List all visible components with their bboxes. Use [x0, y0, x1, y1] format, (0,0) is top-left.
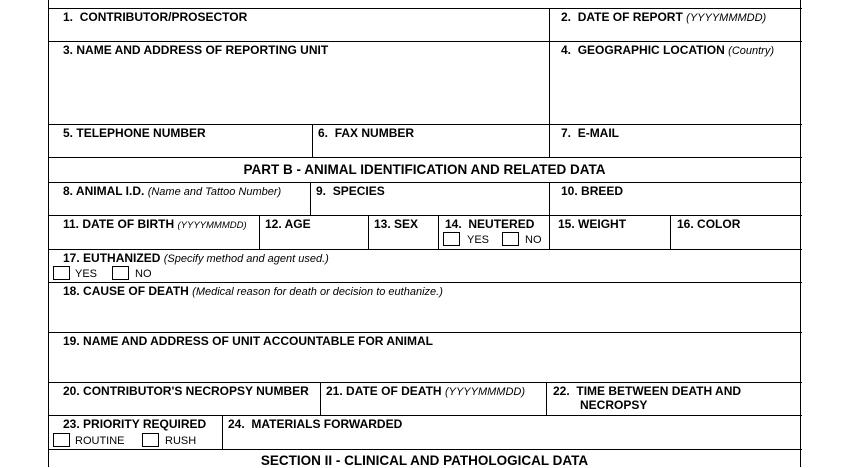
field-22-label: 22. TIME BETWEEN DEATH AND NECROPSY: [553, 384, 742, 412]
col-divider: [320, 382, 321, 415]
field-17-label: 17. EUTHANIZED (Specify method and agent used.): [63, 251, 329, 265]
field-10-label: 10. BREED: [561, 184, 624, 198]
field-11-label: 11. DATE OF BIRTH (YYYYMMMDD): [63, 217, 247, 231]
col-divider: [368, 215, 369, 249]
field-16-label: 16. COLOR: [677, 217, 741, 231]
euthanized-no-label: NO: [135, 268, 152, 280]
field-8-label: 8. ANIMAL I.D. (Name and Tattoo Number): [63, 184, 282, 198]
row-divider: [49, 41, 802, 42]
row-divider: [49, 215, 802, 216]
row-divider: [49, 8, 802, 9]
row-divider: [49, 449, 802, 450]
row-divider: [49, 382, 802, 383]
field-18-label: 18. CAUSE OF DEATH (Medical reason for death or decision to euthanize.): [63, 284, 443, 298]
euthanized-yes-label: YES: [75, 268, 98, 280]
neutered-no-label: NO: [525, 234, 542, 246]
field-2-label: 2. DATE OF REPORT (YYYYMMMDD): [561, 10, 767, 24]
field-9-label: 9. SPECIES: [316, 184, 385, 198]
row-divider: [49, 415, 802, 416]
field-20-label: 20. CONTRIBUTOR'S NECROPSY NUMBER: [63, 384, 309, 398]
field-3-label: 3. NAME AND ADDRESS OF REPORTING UNIT: [63, 43, 329, 57]
section-2-title: SECTION II - CLINICAL AND PATHOLOGICAL DATA: [260, 453, 589, 468]
row-divider: [49, 182, 802, 183]
field-4-label: 4. GEOGRAPHIC LOCATION (Country): [561, 43, 774, 57]
col-divider: [549, 41, 550, 124]
row-divider: [49, 249, 802, 250]
field-5-label: 5. TELEPHONE NUMBER: [63, 126, 206, 140]
col-divider: [546, 382, 547, 415]
neutered-no-checkbox[interactable]: [502, 232, 519, 246]
field-6-label: 6. FAX NUMBER: [318, 126, 415, 140]
col-divider: [438, 215, 439, 249]
field-14-label: 14. NEUTERED: [445, 217, 535, 231]
col-divider: [549, 8, 550, 41]
col-divider: [312, 124, 313, 157]
neutered-yes-checkbox[interactable]: [443, 232, 460, 246]
field-24-label: 24. MATERIALS FORWARDED: [228, 417, 403, 431]
field-13-label: 13. SEX: [374, 217, 419, 231]
priority-routine-label: ROUTINE: [75, 435, 125, 447]
col-divider: [259, 215, 260, 249]
col-divider: [549, 215, 550, 249]
euthanized-yes-checkbox[interactable]: [53, 266, 70, 280]
col-divider: [549, 182, 550, 215]
row-divider: [49, 282, 802, 283]
field-12-label: 12. AGE: [265, 217, 311, 231]
field-1-label: 1. CONTRIBUTOR/PROSECTOR: [63, 10, 248, 24]
priority-rush-label: RUSH: [165, 435, 197, 447]
priority-routine-checkbox[interactable]: [53, 433, 70, 447]
col-divider: [670, 215, 671, 249]
col-divider: [310, 182, 311, 215]
euthanized-no-checkbox[interactable]: [112, 266, 129, 280]
field-23-label: 23. PRIORITY REQUIRED: [63, 417, 207, 431]
field-15-label: 15. WEIGHT: [558, 217, 627, 231]
neutered-yes-label: YES: [467, 234, 490, 246]
priority-rush-checkbox[interactable]: [142, 433, 159, 447]
row-divider: [49, 124, 802, 125]
row-divider: [49, 332, 802, 333]
row-divider: [49, 157, 802, 158]
part-b-title: PART B - ANIMAL IDENTIFICATION AND RELATED DATA: [243, 162, 606, 177]
field-19-label: 19. NAME AND ADDRESS OF UNIT ACCOUNTABLE FOR ANIMAL: [63, 334, 434, 348]
field-21-label: 21. DATE OF DEATH (YYYYMMMDD): [326, 384, 525, 398]
col-divider: [222, 415, 223, 449]
col-divider: [549, 124, 550, 157]
necropsy-report-form: [48, 0, 801, 467]
field-7-label: 7. E-MAIL: [561, 126, 620, 140]
